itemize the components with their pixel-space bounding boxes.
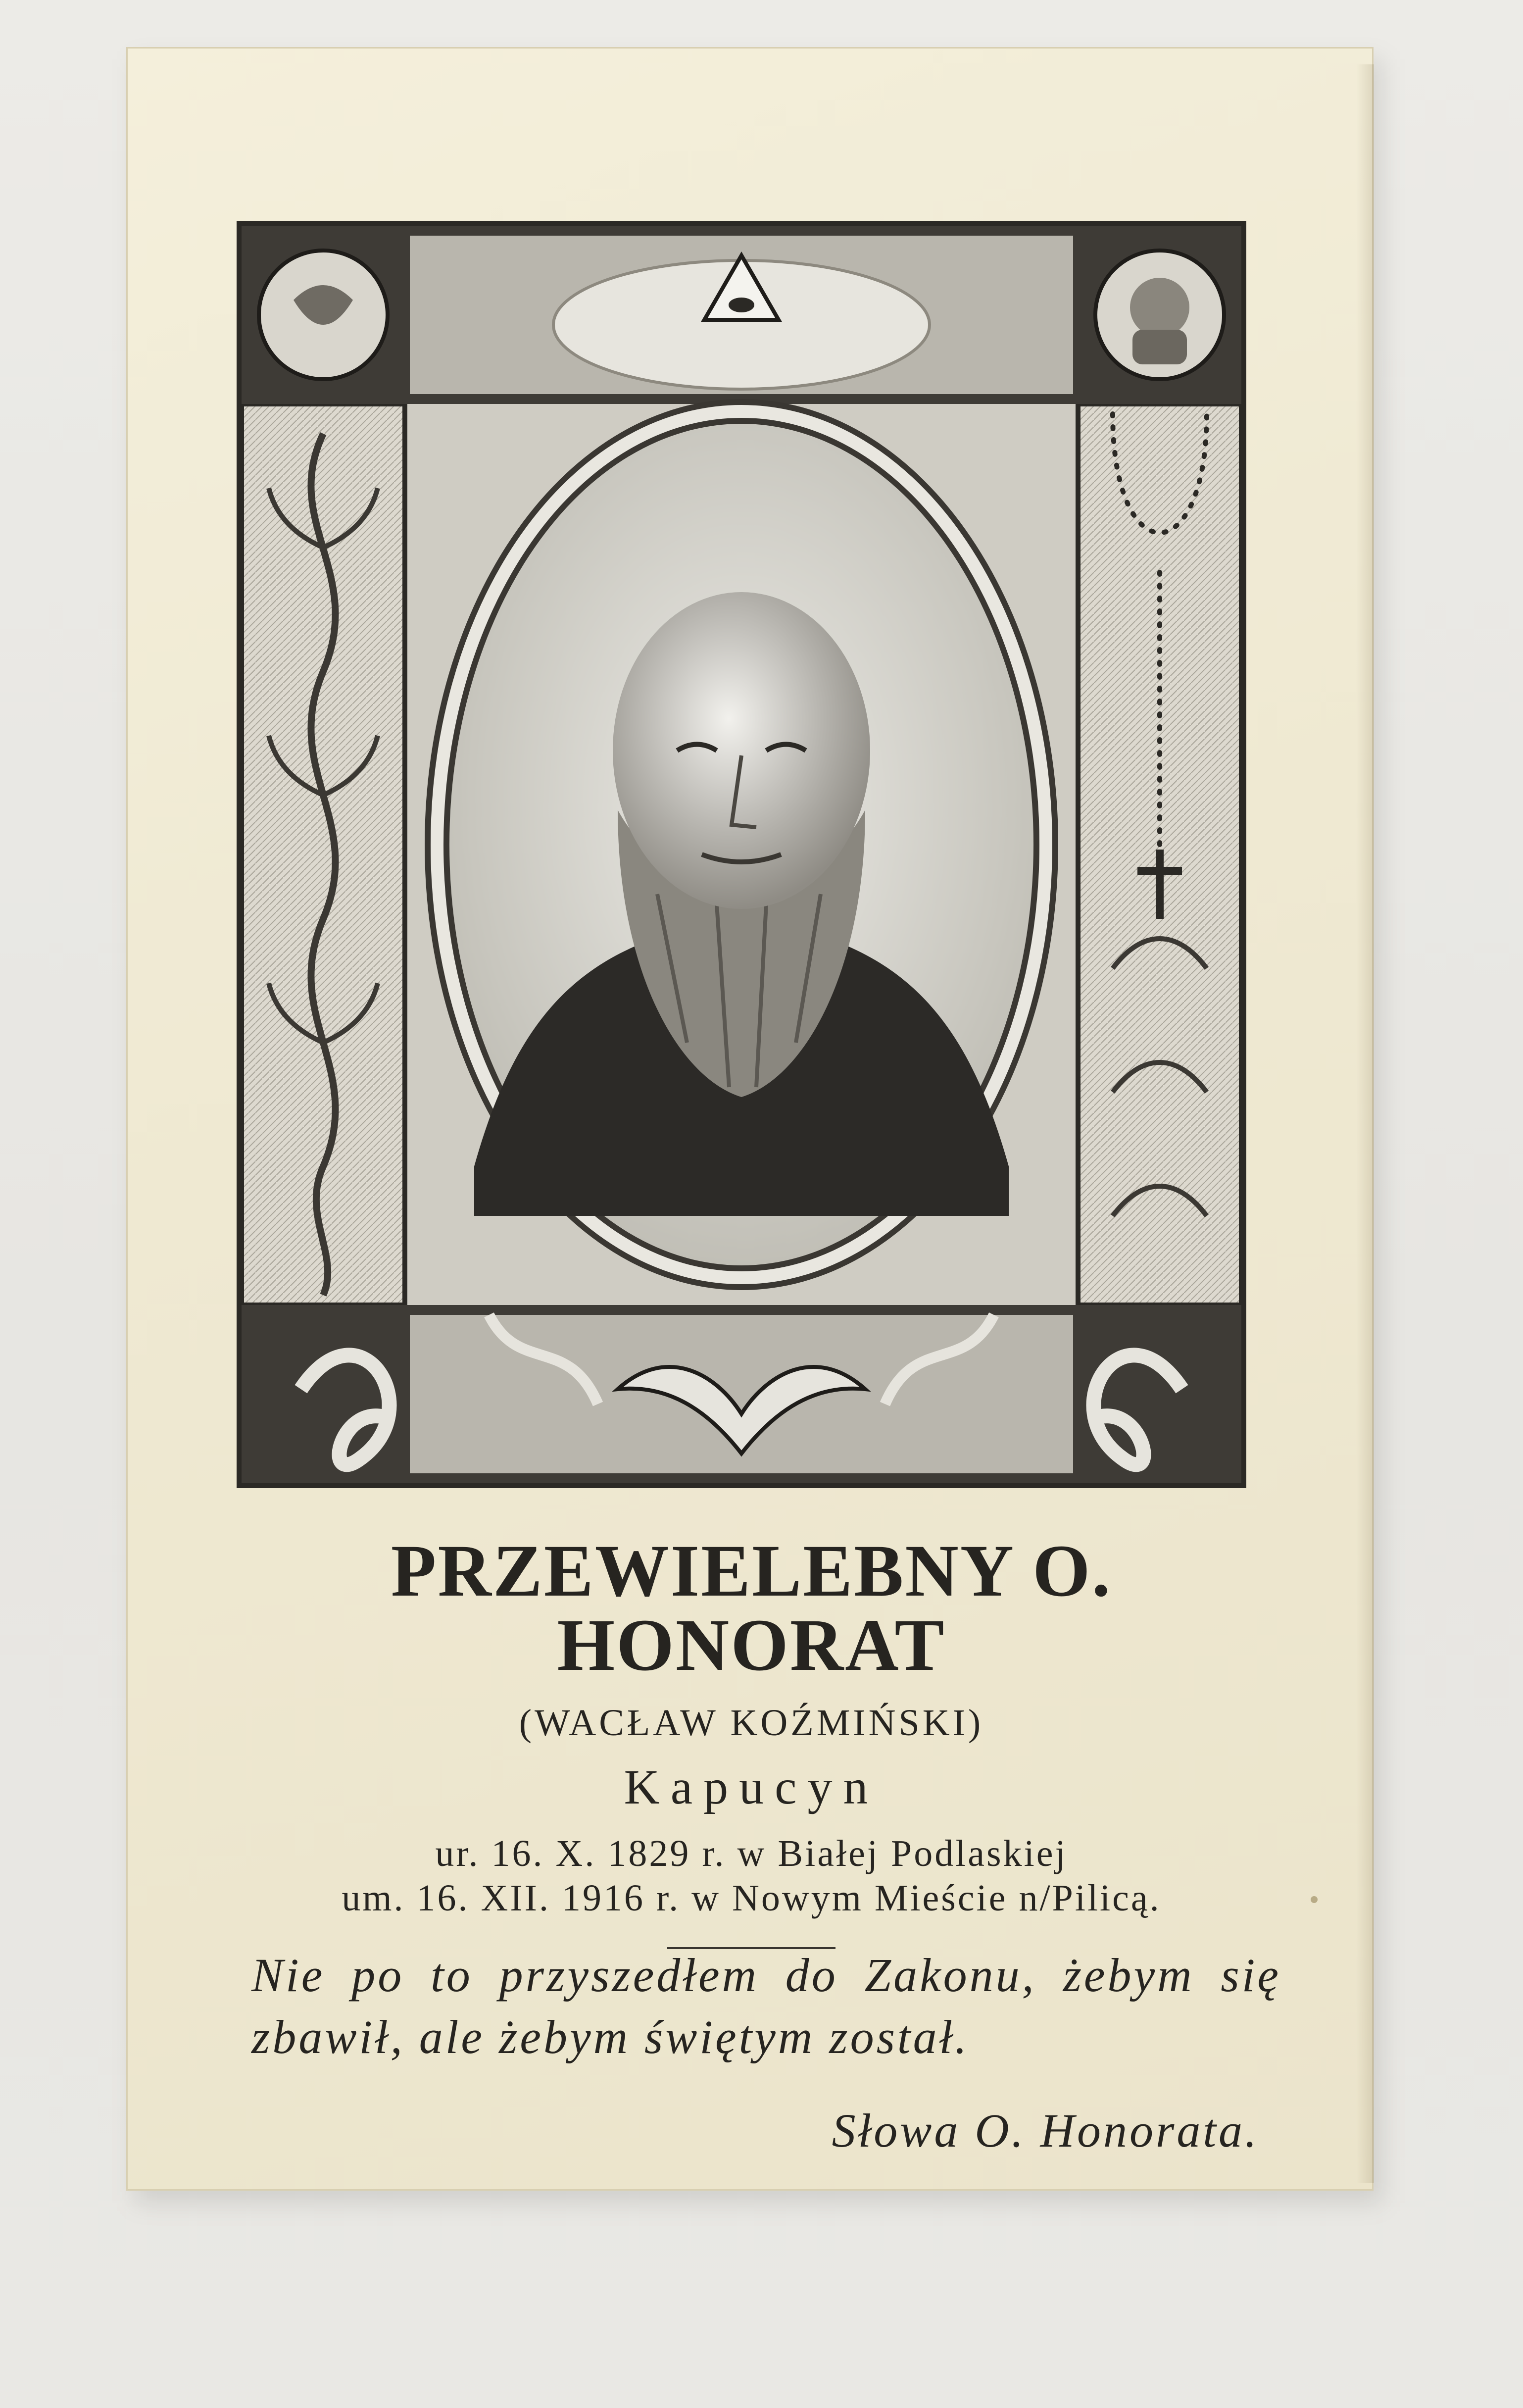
- quote-attribution: Słowa O. Honorata.: [832, 2104, 1259, 2157]
- card-dates: [207, 1832, 1296, 1920]
- portrait-engraving: [237, 221, 1246, 1488]
- birth-line: ur. 16. X. 1829 r. w Białej Podlaskiej: [435, 1833, 1068, 1874]
- card-title: PRZEWIELEBNY O. HONORAT: [391, 1530, 1112, 1686]
- quote: Nie po to przyszedłem do Zakonu, żebym się zbawił, ale żebym świętym został.: [251, 1949, 1281, 2063]
- card-edge: [1356, 64, 1374, 2183]
- paper-speck: [1311, 1896, 1318, 1903]
- card-subtitle: (WACŁAW KOŹMIŃSKI): [519, 1702, 984, 1744]
- portrait-illustration: [242, 226, 1241, 1483]
- memorial-card: [126, 47, 1374, 2191]
- death-line: um. 16. XII. 1916 r. w Nowym Mieście n/Pilicą.: [342, 1877, 1161, 1919]
- card-text: [207, 1530, 1296, 1964]
- card-order: Kapucyn: [624, 1759, 879, 1814]
